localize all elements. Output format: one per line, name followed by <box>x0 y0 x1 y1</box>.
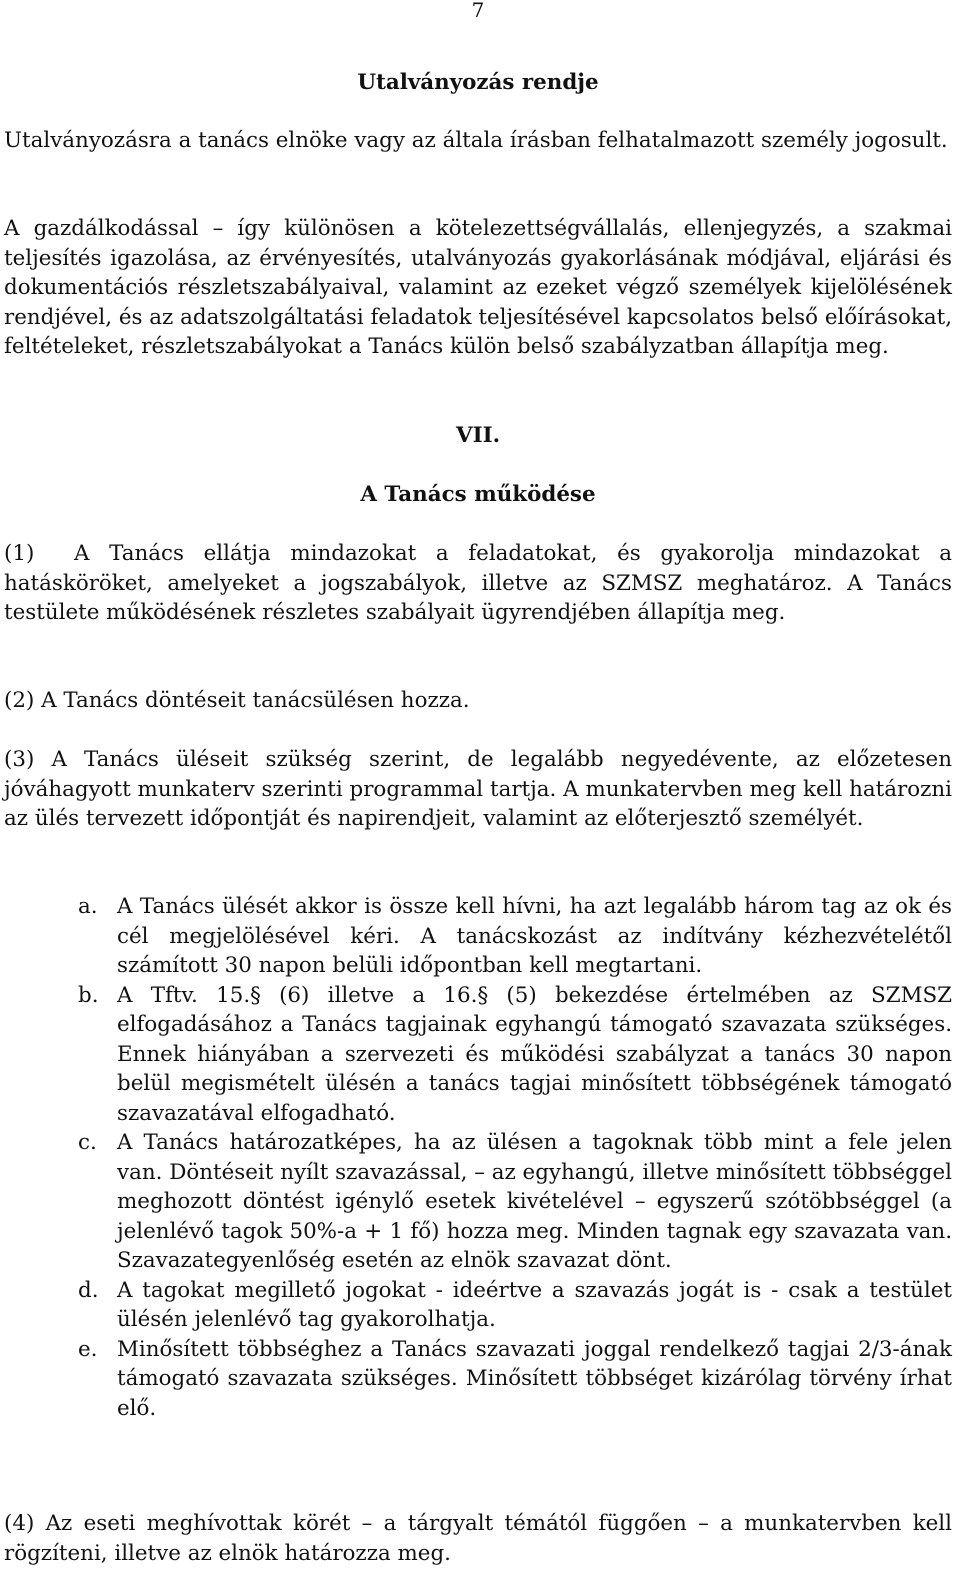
list-item-marker: d. <box>78 1277 99 1303</box>
paragraph-4: (4) Az eseti meghívottak körét – a tárgyalt témától függően – a munkatervben kell rögzíteni, illetve az elnök határozza meg. <box>4 1511 952 1566</box>
list-item-text: A Tanács ülését akkor is össze kell hívni, ha azt legalább három tag az ok és cél megjelölésével kéri. A tanácskozást az indítvány kézhezvételétől számított 30 napon belüli időpontban kell megtartani. <box>117 894 952 978</box>
chapter-number: VII. <box>455 423 501 448</box>
paragraph-1-number: (1) <box>4 541 35 566</box>
list-item-marker: b. <box>78 982 99 1008</box>
paragraph-utalvanyozas-jogosult: Utalványozásra a tanács elnöke vagy az általa írásban felhatalmazott személy jogosult. <box>4 128 948 153</box>
list-item-marker: e. <box>78 1336 98 1362</box>
page-number: 7 <box>471 0 485 22</box>
list-item-marker: c. <box>78 1130 97 1155</box>
list-item <box>4 1128 952 1276</box>
list-item <box>4 981 952 1129</box>
paragraph-gazdalkodas: A gazdálkodással – így különösen a kötelezettségvállalás, ellenjegyzés, a szakmai teljesítés igazolása, az érvényesítés, utalványozás gyakorlásának módjával, eljárási és dokumentációs részletszabályaival, valamint az ezeket végző személyek kijelölésének rendjével, és az adatszolgáltatási feladatok teljesítésével kapcsolatos belső előírásokat, feltételeket, részletszabályokat a Tanács külön belső szabályzatban állapítja meg. <box>4 216 952 359</box>
rules-list <box>4 892 952 1423</box>
paragraph-1-text: A Tanács ellátja mindazokat a feladatokat, és gyakorolja mindazokat a hatásköröket, amelyeket a jogszabályok, illetve az SZMSZ meghatároz. A Tanács testülete működésének részletes szabályait ügyrendjében állapítja meg. <box>4 541 952 625</box>
section-title-utalvanyozas: Utalványozás rendje <box>357 70 599 95</box>
paragraph-2: (2) A Tanács döntéseit tanácsülésen hozza. <box>4 688 470 713</box>
list-item-text: A tagokat megillető jogokat - ideértve a szavazás jogát is - csak a testület ülésén jelenlévő tag gyakorolhatja. <box>117 1277 952 1332</box>
section-title-tanacs-mukodese: A Tanács működése <box>360 482 596 507</box>
list-item <box>4 1335 952 1424</box>
list-item <box>4 892 952 981</box>
list-item <box>4 1276 952 1335</box>
list-item-text: A Tanács határozatképes, ha az ülésen a tagoknak több mint a fele jelen van. Döntéseit nyílt szavazással, – az egyhangú, illetve minősített többséggel meghozott döntést igénylő esetek kivételével – egyszerű szótöbbséggel (a jelenlévő tagok 50%-a + 1 fő) hozza meg. Minden tagnak egy szavazata van. Szavazategyenlőség esetén az elnök szavazat dönt. <box>117 1130 952 1273</box>
list-item-text: A Tftv. 15.§ (6) illetve a 16.§ (5) bekezdése értelmében az SZMSZ elfogadásához a Tanács tagjainak egyhangú támogató szavazata szükséges. Ennek hiányában a szervezeti és működési szabályzat a tanács 30 napon belül megismételt ülésén a tanács tagjai minősített többségének támogató szavazatával elfogadható. <box>117 982 952 1126</box>
list-item-marker: a. <box>78 894 98 919</box>
list-item-text: Minősített többséghez a Tanács szavazati joggal rendelkező tagjai 2/3-ának támogató szavazata szükséges. Minősített többséget kizárólag törvény írhat elő. <box>117 1336 952 1421</box>
paragraph-1 <box>4 539 952 628</box>
paragraph-3: (3) A Tanács üléseit szükség szerint, de legalább negyedévente, az előzetesen jóváhagyott munkaterv szerinti programmal tartja. A munkatervben meg kell határozni az ülés tervezett időpontját és napirendjeit, valamint az előterjesztő személyét. <box>4 747 952 831</box>
